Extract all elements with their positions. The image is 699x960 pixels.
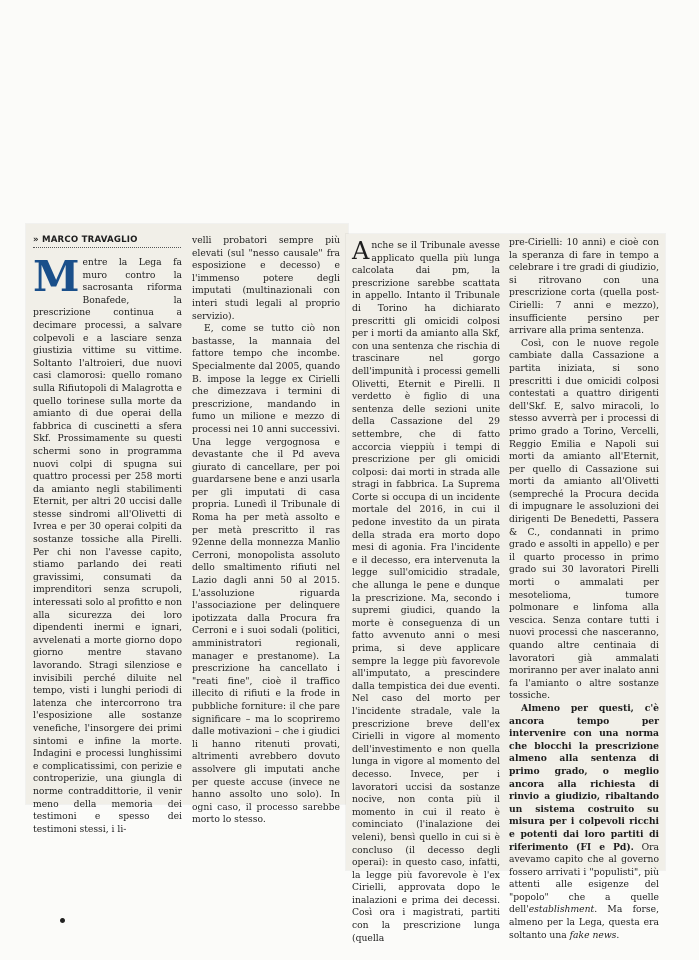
paragraph: Così, con le nuove regole cambiate dalla Cassazione a partita iniziata, si sono prescritti i due omicidi colposi contestati a quattro dirigenti dell'Skf. E, salvo miracoli, lo stesso avverrà per i processi di primo grado a Torino, Vercelli, Reggio Emilia e Napoli sui morti da amianto all'Eternit, per quello di Cassazione sui morti da amianto all'Olivetti (sempreché la Procura decida di impugnare le assoluzioni dei dirigenti De Benedetti, Passera & C., condannati in primo grado e assolti in appello) e per il quarto processo in primo grado sui 30 lavoratori Pirelli morti o ammalati per mesotelioma, tumore polmonare e linfoma alla vescica. Senza contare tutti i nuovi processi che nasceranno, quando altre centinaia di lavoratori già ammalati moriranno per aver inalato anni fa l'amianto o altre sostanze tossiche. (509, 337, 659, 702)
article-column-1 (33, 252, 182, 835)
byline: » MARCO TRAVAGLIO (33, 235, 181, 248)
paragraph: pre-Cirielli: 10 anni) e cioè con la speranza di fare in tempo a celebrare i tre gradi di giudizio, si ritrovano con una prescrizione corta (quella post-Cirielli: 7 anni e mezzo), insufficiente persino per arrivare alla prima sentenza. (509, 237, 659, 337)
drop-cap: M (33, 252, 80, 301)
scan-speck (60, 918, 65, 923)
paragraph: Almeno per questi, c'è ancora tempo per intervenire con una norma che blocchi la prescrizione almeno alla sentenza di primo grado, o meglio ancora alla richiesta di rinvio a giudizio, ribaltando un sistema costruito su misura per i colpevoli ricchi e potenti dai loro partiti di riferimento (FI e Pd). Ora avevamo capito che al governo fossero arrivati i "populisti", più attenti alle esigenze del "popolo" che a quelle dell'establishment. Ma forse, almeno per la Lega, questa era soltanto una fake news. (509, 702, 659, 941)
paragraph: E, come se tutto ciò non bastasse, la mannaia del fattore tempo che incombe. Specialmente dal 2005, quando B. impose la legge ex Cirielli che dimezzava i termini di prescrizione, mandando in fumo un milione e mezzo di processi nei 10 anni successivi. Una legge vergognosa e devastante che il Pd aveva giurato di cancellare, per poi guardarsene bene e anzi usarla per gli imputati di casa propria. Lunedì il Tribunale di Roma ha per metà assolto e per metà prescritto il ras 92enne della monnezza Manlio Cerroni, monopolista assoluto dello smaltimento rifiuti nel Lazio dagli anni 50 al 2015. L'assoluzione riguarda l'associazione per delinquere ipotizzata dalla Procura fra Cerroni e i suoi sodali (politici, amministratori regionali, manager e prestanome). La prescrizione ha cancellato i "reati fine", cioè il traffico illecito di rifiuti e la frode in pubbliche forniture: il che pare significare – ma lo scopriremo dalle motivazioni – che i giudici li hanno ritenuti provati, altrimenti avrebbero dovuto assolvere gli imputati anche per queste accuse (invece ne hanno assolto uno solo). In ogni caso, il processo sarebbe morto lo stesso. (192, 323, 340, 826)
article-column-2 (192, 235, 340, 826)
paragraph: Anche se il Tribunale avesse applicato quella più lunga calcolata dai pm, la prescrizione sarebbe scattata in appello. Intanto il Tribunale di Torino ha dichiarato prescritti gli omicidi colposi per i morti da amianto alla Skf, con una sentenza che rischia di trascinare nel gorgo dell'impunità i processi gemelli Olivetti, Eternit e Pirelli. Il verdetto è figlio di una sentenza delle sezioni unite della Cassazione del 29 settembre, che di fatto accorcia vieppiù i tempi di prescrizione per gli omicidi colposi: dai morti in strada alle stragi in fabbrica. La Suprema Corte si occupa di un incidente mortale del 2016, in cui il pedone investito da un pirata della strada era morto dopo mesi di agonia. Fra l'incidente e il decesso, era intervenuta la legge sull'omicidio stradale, che allunga le pene e dunque la prescrizione. Ma, secondo i supremi giudici, quando la morte è conseguenza di un fatto avvenuto anni o mesi prima, si deve applicare sempre la legge più favorevole all'imputato, a prescindere dalla tempistica dei due eventi. Nel caso del morto per l'incidente stradale, vale la prescrizione breve dell'ex Cirielli in vigore al momento dell'investimento e non quella lunga in vigore al momento del decesso. Invece, per i lavoratori uccisi da sostanze nocive, non conta più il momento in cui il reato è cominciato (l'inalazione dei veleni), bensì quello in cui si è concluso (il decesso degli operai): in questo caso, infatti, la legge più favorevole è l'ex Cirielli, approvata dopo le inalazioni e prima dei decessi. Così ora i magistrati, partiti con la prescrizione lunga (quella (352, 237, 500, 944)
article-column-4 (509, 237, 659, 941)
drop-cap: A (352, 237, 370, 265)
paragraph: Mentre la Lega fa muro contro la sacrosanta riforma Bonafede, la prescrizione continua a decimare processi, a salvare colpevoli e a lasciare senza giustizia vittime su vittime. Soltanto l'altroieri, due nuovi casi clamorosi: quello romano sulla Rifiutopoli di Malagrotta e quello torinese sulla morte da amianto di due operai della fabbrica di cuscinetti a sfera Skf. Prossimamente su questi schermi sono in programma nuovi colpi di spugna sui quattro processi per 258 morti da amianto negli stabilimenti Eternit, per altri 20 uccisi dalle stesse sindromi all'Olivetti di Ivrea e per 30 operai colpiti da sostanze tossiche alla Pirelli. Per chi non l'avesse capito, stiamo parlando dei reati gravissimi, consumati da imprenditori senza scrupoli, interessati solo al profitto e non alla sicurezza dei loro dipendenti inermi e ignari, avvelenati a morte giorno dopo giorno mentre stavano lavorando. Stragi silenziose e invisibili perché diluite nel tempo, visti i lunghi periodi di latenza che intercorrono tra l'esposizione alle sostanze venefiche, l'insorgere dei primi sintomi e infine la morte. Indagini e processi lunghissimi e complicatissimi, con perizie e controperizie, una giungla di norme contraddittorie, il venir meno della memoria dei testimoni e spesso dei testimoni stessi, i li- (33, 252, 182, 835)
article-column-3 (352, 237, 500, 944)
paragraph: velli probatori sempre più elevati (sul "nesso causale" fra esposizione e decesso) e l'immenso potere degli imputati (multinazionali con interi studi legali al proprio servizio). (192, 235, 340, 322)
